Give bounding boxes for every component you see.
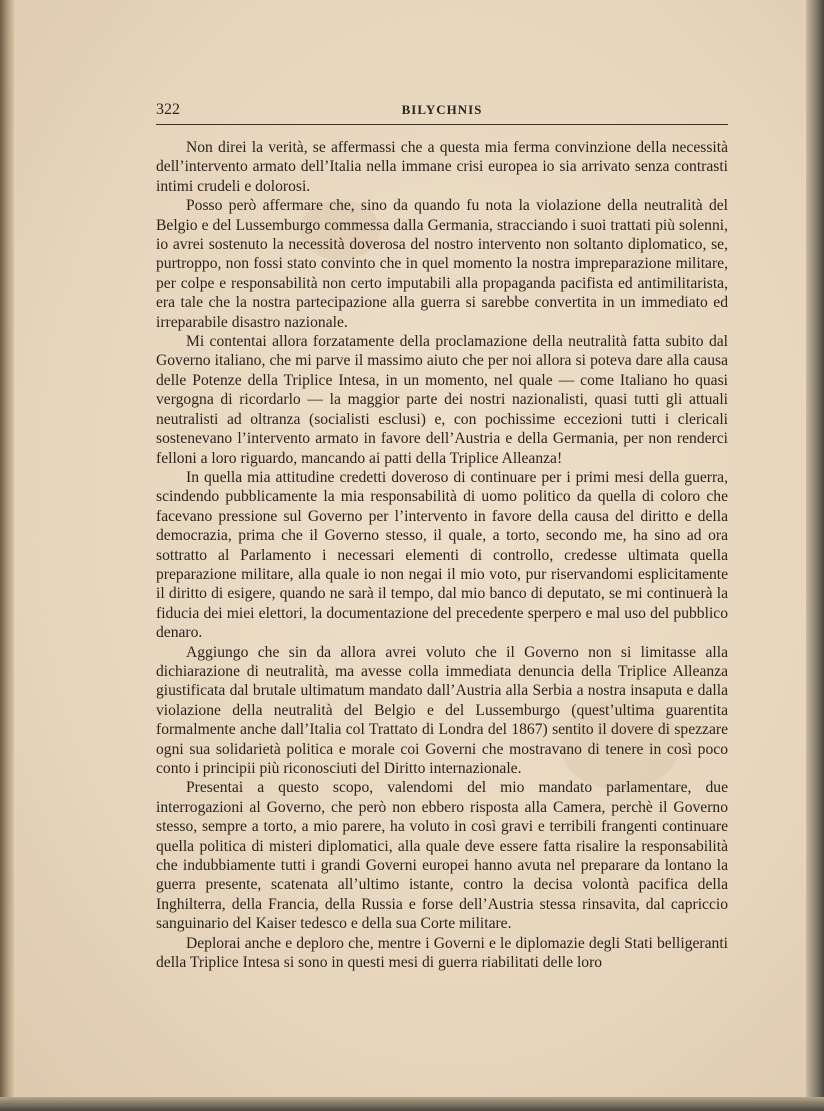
paragraph: Non direi la verità, se affermassi che a questa mia ferma convinzione della necessità dell’intervento armato dell’Italia nella immane crisi europea io sia arrivato senza contrasti intimi crudeli e dolorosi.	[156, 139, 728, 195]
paragraph: Mi contentai allora forzatamente della proclamazione della neutralità fatta subito dal Governo italiano, che mi parve il massimo aiuto che per noi allora si poteva dare alla causa delle Potenze della Triplice Intesa, in un momento, nel quale — come Italiano ho quasi vergogna di ricordarlo — la maggior parte dei nostri nazionalisti, quasi tutti gli attuali neutralisti ad oltranza (socialisti esclusi) e, con pochissime eccezioni tutti i clericali sostenevano l’intervento armato in favore dell’Austria e della Germania, per non renderci felloni a loro riguardo, mancando ai patti della Triplice Alleanza!	[156, 333, 728, 467]
running-title: BILYCHNIS	[401, 102, 483, 117]
paragraph: In quella mia attitudine credetti doveroso di continuare per i primi mesi della guerra, scindendo pubblicamente la mia responsabilità di uomo politico da quella di coloro che facevano pressione sul Governo per l’intervento in favore della causa del diritto e della democrazia, prima che il Governo stesso, il quale, a torto, secondo me, ha sino ad ora sottratto al Parlamento i necessari elementi di controllo, credesse ultimata quella preparazione militare, alla quale io non negai il mio voto, pur riservandomi esplicitamente il diritto di esigere, quando ne sarà il tempo, dal mio banco di deputato, se mi continuerà la fiducia dei miei elettori, la documentazione del precedente sperpero e mal uso del pubblico denaro.	[156, 468, 728, 642]
body-text	[156, 138, 728, 972]
paragraph: Posso però affermare che, sino da quando fu nota la violazione della neutralità del Belgio e del Lussemburgo commessa dalla Germania, stracciando i suoi trattati più solenni, io avrei sostenuto la necessità doverosa del nostro intervento non soltanto diplomatico, se, purtroppo, non fossi stato convinto che in quel momento la nostra impreparazione militare, per colpe e responsabilità non certo imputabili alla propaganda pacifista ed antimilitarista, era tale che la nostra partecipazione alla guerra si sarebbe convertita in un immediato ed irreparabile disastro nazionale.	[156, 197, 728, 331]
page-header	[156, 101, 728, 123]
page-edge-left	[0, 0, 14, 1111]
paragraph: Deplorai anche e deploro che, mentre i Governi e le diplomazie degli Stati belligeranti della Triplice Intesa si sono in questi mesi di guerra riabilitati delle loro	[156, 934, 728, 972]
paragraph: Presentai a questo scopo, valendomi del mio mandato parlamentare, due interrogazioni al Governo, che però non ebbero risposta alla Camera, perchè il Governo stesso, sempre a torto, a mio parere, ha voluto in così gravi e terribili frangenti continuare quella politica di misteri diplomatici, alla quale deve essere fatta risalire la responsabilità che indubbiamente tutti i grandi Governi europei hanno avuta nel preparare da lontano la guerra presente, scatenata all’ultimo istante, contro la decisa volontà pacifica della Inghilterra, della Francia, della Russia e forse dell’Austria stessa rinsavita, dal capriccio sanguinario del Kaiser tedesco e della sua Corte militare.	[156, 779, 728, 933]
page-edge-bottom	[0, 1097, 824, 1111]
page-number: 322	[156, 101, 180, 118]
header-rule	[156, 124, 728, 125]
paragraph: Aggiungo che sin da allora avrei voluto che il Governo non si limitasse alla dichiarazione di neutralità, ma avesse colla immediata denuncia della Triplice Alleanza giustificata dal brutale ultimatum mandato dall’Austria alla Serbia a nostra insaputa e dalla violazione della neutralità del Belgio e del Lussemburgo (quest’ultima guarentita formalmente anche dall’Italia col Trattato di Londra del 1867) sentito il dovere di spezzare ogni sua solidarietà politica e morale coi Governi che mostravano di tenere in così poco conto i principii più riconosciuti del Diritto internazionale.	[156, 643, 728, 777]
page-edge-right	[806, 0, 824, 1111]
